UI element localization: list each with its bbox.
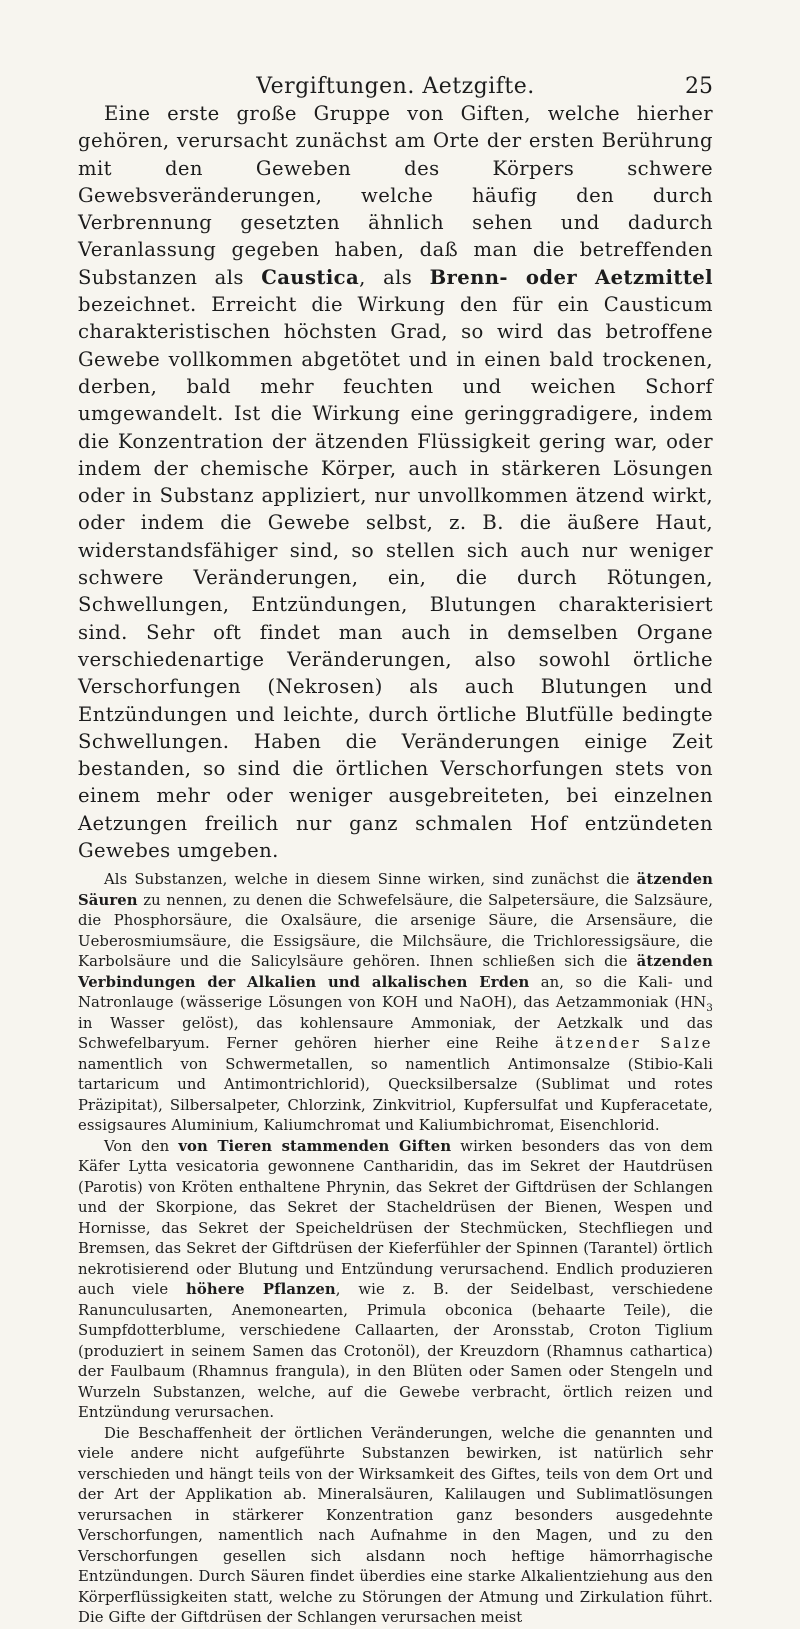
- term-caustica: Caustica: [261, 265, 360, 289]
- text-run: in Wasser gelöst), das kohlensaure Ammoniak, der Aetzkalk und das Schwefelbaryum. Ferner gehören hierher eine Reihe: [78, 1014, 713, 1053]
- term-tiergifte: von Tieren stammenden Giften: [178, 1137, 452, 1155]
- text-run: wirken besonders das von dem Käfer Lytta vesicatoria gewonnene Cantharidin, das im Sekret der Hautdrüsen (Parotis) von Kröten enthaltene Phrynin, das Sekret der Giftdrüsen der Schlangen und der Skorpione, das Sekret der Stacheldrüsen der Bienen, Wespen und Hornisse, das Sekret der Speicheldrüsen der Stechmücken, Stechfliegen und Bremsen, das Sekret der Giftdrüsen der Kieferfühler der Spinnen (Tarantel) örtlich nekrotisierend oder Blutung und Entzündung verursachend. Endlich produzieren auch viele: [78, 1137, 713, 1299]
- running-title: Vergiftungen. Aetzgifte.: [256, 74, 535, 99]
- term-aetzende-salze: ätzender Salze: [555, 1035, 713, 1053]
- subscript: 3: [706, 1002, 713, 1015]
- paragraph-animal-poisons: [78, 1137, 713, 1424]
- text-run: bezeichnet. Erreicht die Wirkung den für ein Causticum charakteristischen höchsten Grad, so wird das betroffene Gewebe vollkommen abgetötet und in einen bald trockenen, derben, bald mehr feuchten und weichen Schorf umgewandelt. Ist die Wirkung eine geringgradigere, indem die Konzentration der ätzenden Flüssigkeit gering war, oder indem der chemische Körper, auch in stärkeren Lösungen oder in Substanz appliziert, nur unvollkommen ätzend wirkt, oder indem die Gewebe selbst, z. B. die äußere Haut, widerstandsfähiger sind, so stellen sich auch nur weniger schwere Veränderungen, ein, die durch Rötungen, Schwellungen, Entzündungen, Blutungen charakterisiert sind. Sehr oft findet man auch in demselben Organe verschiedenartige Veränderungen, also sowohl örtliche Verschorfungen (Nekrosen) als auch Blutungen und Entzündungen und leichte, durch örtliche Blutfülle bedingte Schwellungen. Haben die Veränderungen einige Zeit bestanden, so sind die örtlichen Verschorfungen stets von einem mehr oder weniger ausgebreiteten, bei einzelnen Aetzungen freilich nur ganz schmalen Hof entzündeten Gewebes umgeben.: [78, 293, 713, 863]
- paragraph-intro: [78, 100, 713, 864]
- book-page: [78, 0, 713, 1629]
- term-aetzende-saeuren: ätzenden Säuren: [78, 871, 713, 909]
- term-hoehere-pflanzen: höhere Pflanzen: [186, 1281, 336, 1299]
- text-run: Von den: [104, 1137, 179, 1155]
- text-run: zu nennen, zu denen die Schwefelsäure, die Salpetersäure, die Salzsäure, die Phosphorsäure, die Oxalsäure, die arsenige Säure, die Arsensäure, die Ueberosmiumsäure, die Essigsäure, die Milchsäure, die Trichloressigsäure, die Karbolsäure und die Salicylsäure gehören. Ihnen schließen sich die: [78, 891, 713, 971]
- text-run: Eine erste große Gruppe von Giften, welche hierher gehören, verursacht zunächst am Orte der ersten Berührung mit den Geweben des Körpers schwere Gewebsveränderungen, welche häufig den durch Verbrennung gesetzten ähnlich sehen und dadurch Veranlassung gegeben haben, daß man die betreffenden Substanzen als: [78, 102, 713, 289]
- page-header: [78, 0, 713, 100]
- term-aetzmittel: Brenn- oder Aetzmittel: [429, 265, 713, 289]
- text-run: Als Substanzen, welche in diesem Sinne wirken, sind zunächst die: [104, 871, 637, 889]
- paragraph-effects: [78, 1424, 713, 1629]
- paragraph-substances: [78, 870, 713, 1137]
- text-run: , als: [359, 265, 430, 289]
- page-number: 25: [685, 74, 713, 99]
- text-run: an, so die Kali- und Natronlauge (wässerige Lösungen von KOH und NaOH), das Aetzammoniak (HN: [78, 973, 713, 1012]
- text-run: , wie z. B. der Seidelbast, verschiedene Ranunculusarten, Anemonearten, Primula obconica (behaarte Teile), die Sumpfdotterblume, verschiedene Callaarten, der Aronsstab, Croton Tiglium (produziert in seinem Samen das Crotonöl), der Kreuzdorn (Rhamnus cathartica) der Faulbaum (Rhamnus frangula), in den Blüten oder Samen oder Stengeln und Wurzeln Substanzen, welche, auf die Gewebe verbracht, örtlich reizen und Entzündung verursachen.: [78, 1281, 714, 1422]
- text-run: Die Beschaffenheit der örtlichen Veränderungen, welche die genannten und viele andere nicht aufgeführte Substanzen bewirken, ist natürlich sehr verschieden und hängt teils von der Wirksamkeit des Giftes, teils von dem Ort und der Art der Applikation ab. Mineralsäuren, Kalilaugen und Sublimatlösungen verursachen in stärkerer Konzentration ganz besonders ausgedehnte Verschorfungen, namentlich nach Aufnahme in den Magen, und zu den Verschorfungen gesellen sich alsdann noch heftige hämorrhagische Entzündungen. Durch Säuren findet überdies eine starke Alkalientziehung aus den Körperflüssigkeiten statt, welche zu Störungen der Atmung und Zirkulation führt. Die Gifte der Giftdrüsen der Schlangen verursachen meist: [78, 1424, 713, 1627]
- text-run: namentlich von Schwermetallen, so namentlich Antimonsalze (Stibio-Kali tartaricum und Antimontrichlorid), Quecksilbersalze (Sublimat und rotes Präzipitat), Silbersalpeter, Chlorzink, Zinkvitriol, Kupfersulfat und Kupferacetate, essigsaures Aluminium, Kaliumchromat und Kaliumbichromat, Eisenchlorid.: [78, 1055, 713, 1135]
- term-aetzende-verbindungen: ätzenden Verbindungen der Alkalien und alkalischen Erden: [78, 953, 713, 991]
